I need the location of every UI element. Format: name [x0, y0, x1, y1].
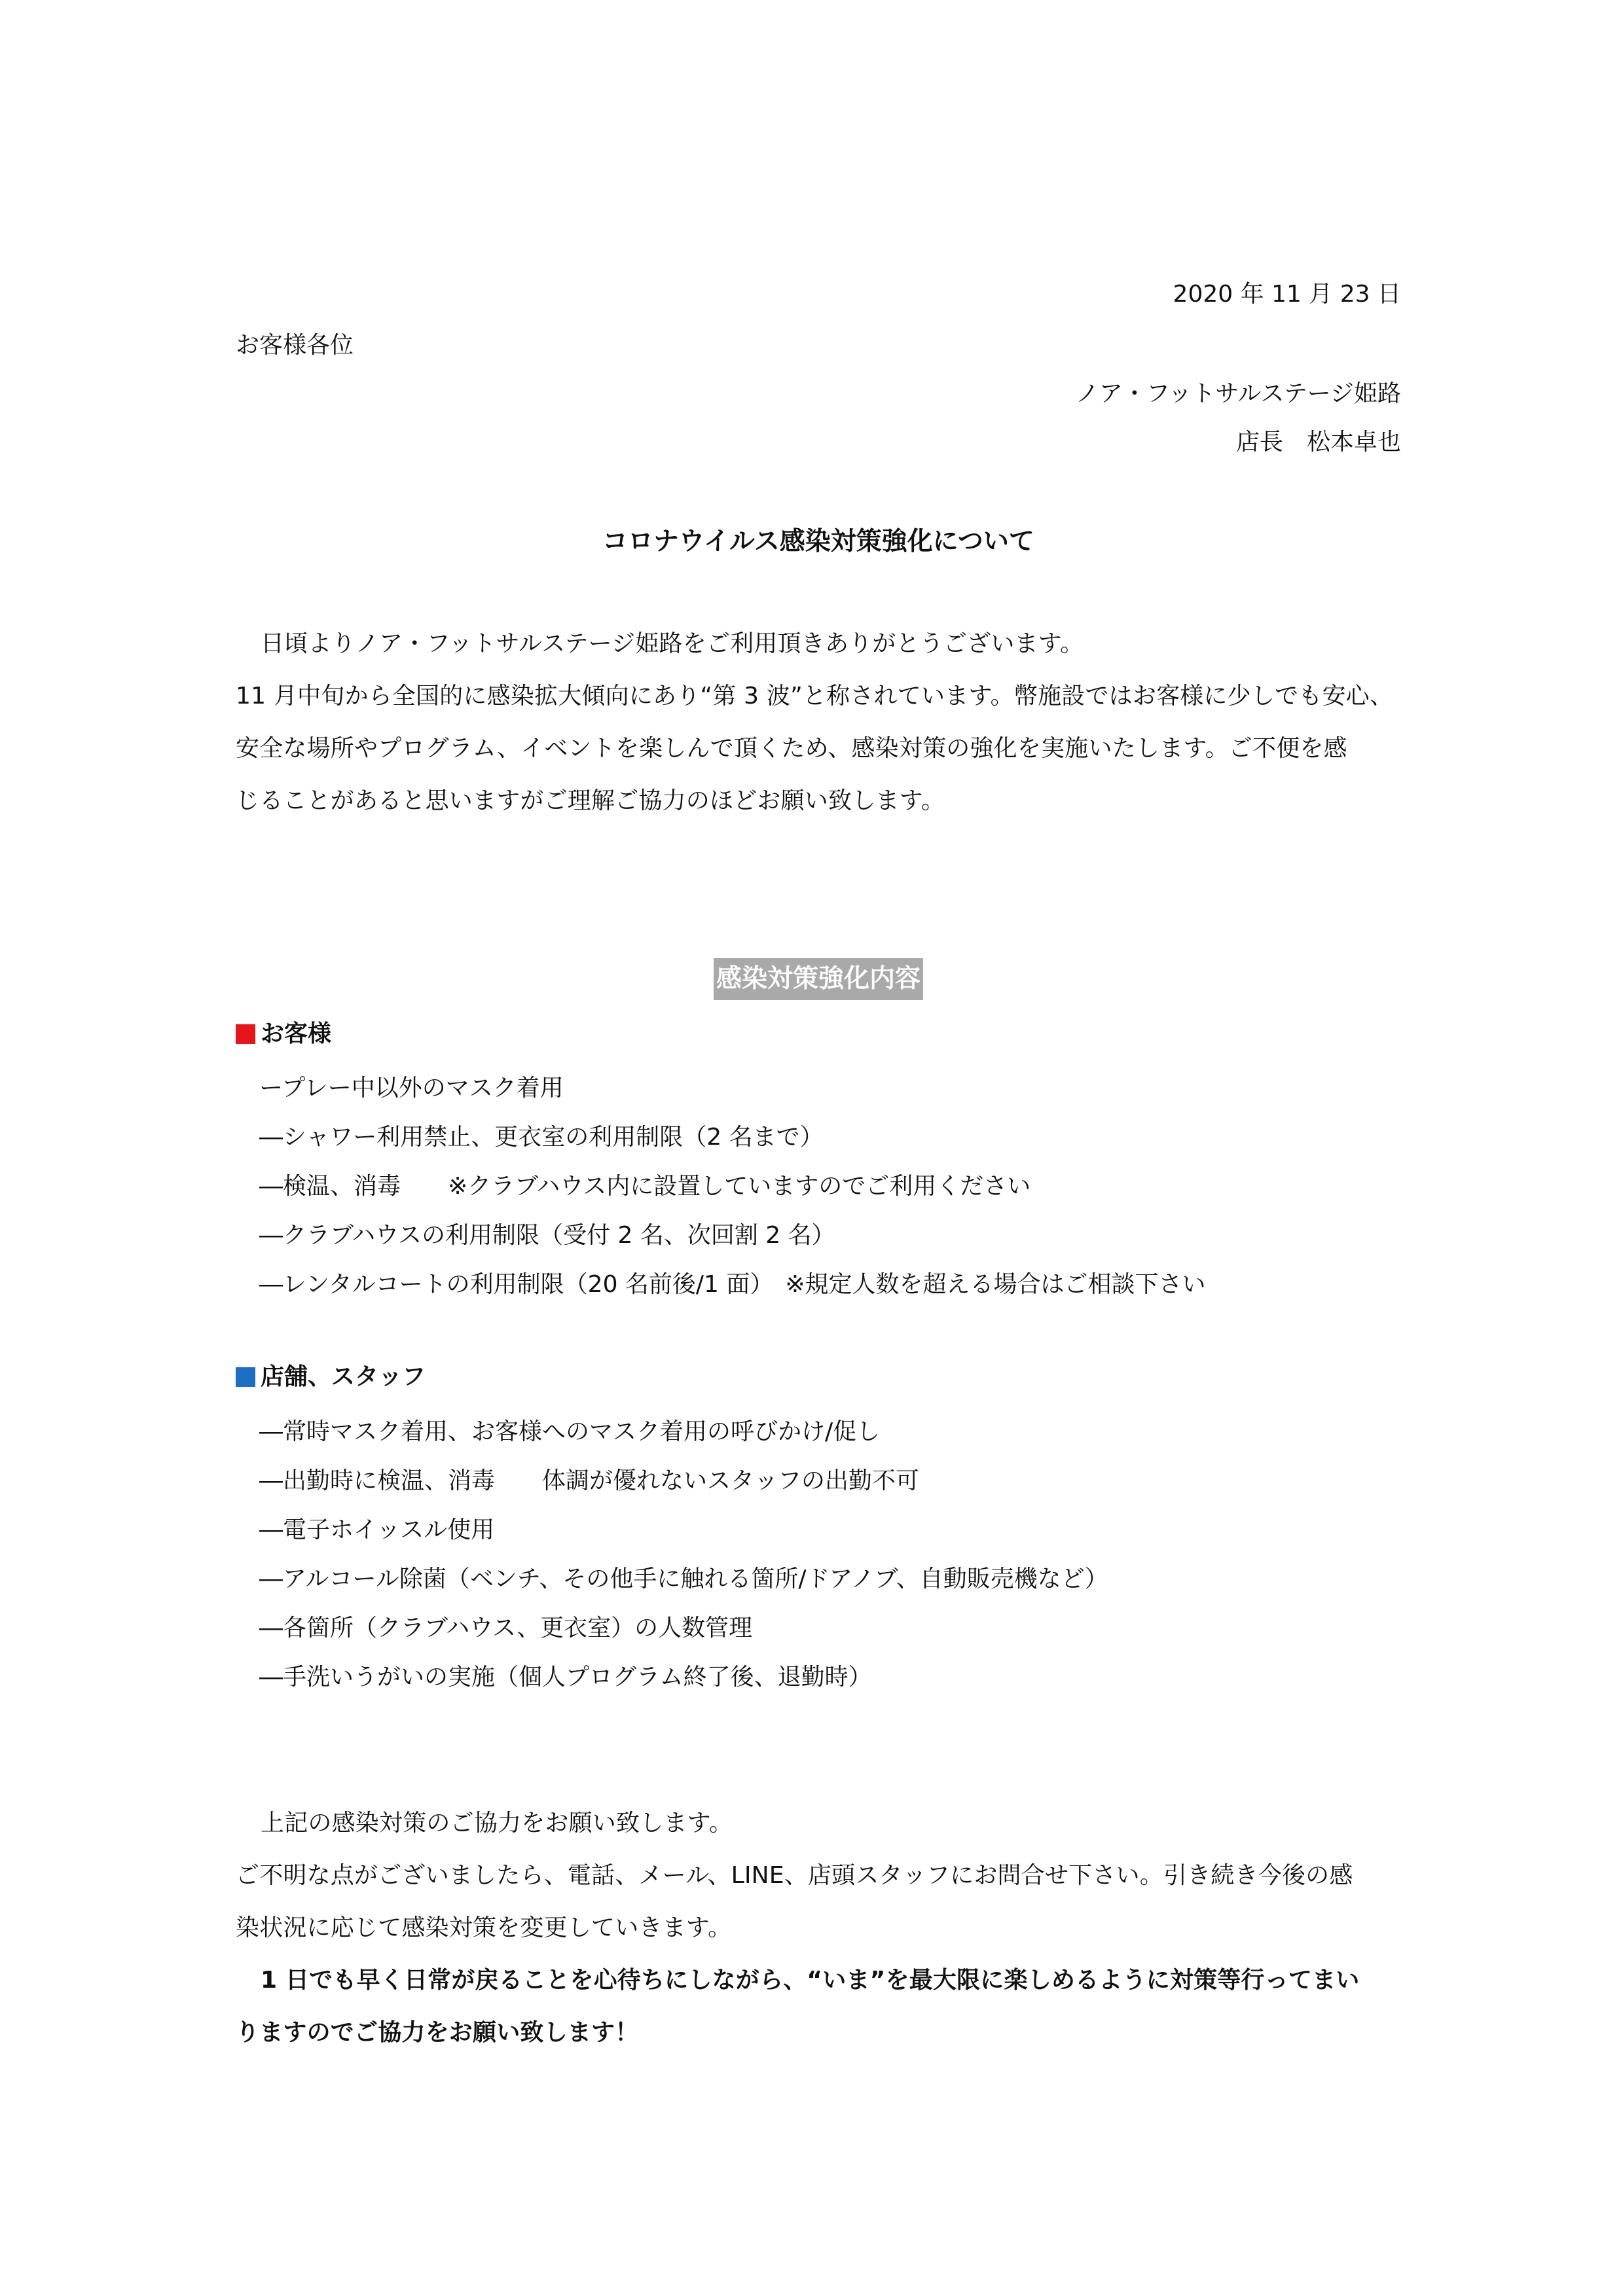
organization-name: ノア・フットサルステージ姫路 — [1075, 380, 1401, 407]
staff-heading-label: 店舗、スタッフ — [261, 1363, 426, 1390]
list-item: ―常時マスク着用、お客様へのマスク着用の呼びかけ/促し — [259, 1418, 881, 1445]
list-item: ―シャワー利用禁止、更衣室の利用制限（2 名まで） — [259, 1124, 824, 1151]
list-item: ―アルコール除菌（ベンチ、その他手に触れる箇所/ドアノブ、自動販売機など） — [259, 1566, 1108, 1592]
closing-bold-line: 1 日でも早く日常が戻ることを心待ちにしながら、“いま”を最大限に楽しめるように対策等行ってまい — [261, 1967, 1360, 1994]
document-date: 2020 年 11 月 23 日 — [1173, 281, 1401, 308]
red-square-icon — [236, 1024, 255, 1044]
list-item: ―クラブハウスの利用制限（受付 2 名、次回割 2 名） — [259, 1222, 835, 1249]
document-title: コロナウイルス感染対策強化について — [602, 527, 1034, 556]
closing-paragraph — [236, 1797, 1401, 2059]
list-item: ―出勤時に検温、消毒 体調が優れないスタッフの出勤不可 — [259, 1467, 920, 1494]
closing-line: ご不明な点がございましたら、電話、メール、LINE、店頭スタッフにお問合せ下さい。引き続き今後の感 — [236, 1862, 1353, 1889]
list-item: ―各箇所（クラブハウス、更衣室）の人数管理 — [259, 1615, 753, 1641]
intro-line: 安全な場所やプログラム、イベントを楽しんで頂くため、感染対策の強化を実施いたします。ご不便を感 — [236, 735, 1347, 762]
customers-heading-label: お客様 — [261, 1020, 332, 1047]
blue-square-icon — [236, 1367, 255, 1387]
list-item: ―レンタルコートの利用制限（20 名前後/1 面） ※規定人数を超える場合はご相談下さい — [259, 1271, 1206, 1298]
staff-measures-list — [236, 1407, 1401, 1702]
intro-line: 11 月中旬から全国的に感染拡大傾向にあり“第 3 波”と称されています。幣施設ではお客様に少しでも安心、 — [236, 683, 1394, 709]
list-item: ―電子ホイッスル使用 — [259, 1516, 495, 1543]
intro-line: 日頃よりノア・フットサルステージ姫路をご利用頂きありがとうございます。 — [261, 630, 1084, 657]
intro-line: じることがあると思いますがご理解ご協力のほどお願い致します。 — [236, 787, 945, 814]
intro-paragraph — [236, 618, 1401, 827]
signer: 店長 松本卓也 — [1235, 429, 1401, 456]
list-item: ―手洗いうがいの実施（個人プログラム終了後、退勤時） — [259, 1664, 872, 1691]
recipient: お客様各位 — [236, 332, 354, 359]
staff-heading — [236, 1361, 1401, 1393]
customers-heading — [236, 1018, 1401, 1050]
closing-line: 上記の感染対策のご協力をお願い致します。 — [261, 1810, 733, 1837]
closing-bold-line: りますのでご協力をお願い致します！ — [236, 2019, 639, 2046]
section-heading: 感染対策強化内容 — [714, 958, 923, 1000]
section-heading-wrap — [236, 958, 1401, 1000]
closing-line: 染状況に応じて感染対策を変更していきます。 — [236, 1914, 732, 1941]
list-item: ープレー中以外のマスク着用 — [259, 1075, 564, 1102]
customers-measures-list — [236, 1064, 1401, 1309]
list-item: ―検温、消毒 ※クラブハウス内に設置していますのでご利用ください — [259, 1173, 1031, 1200]
